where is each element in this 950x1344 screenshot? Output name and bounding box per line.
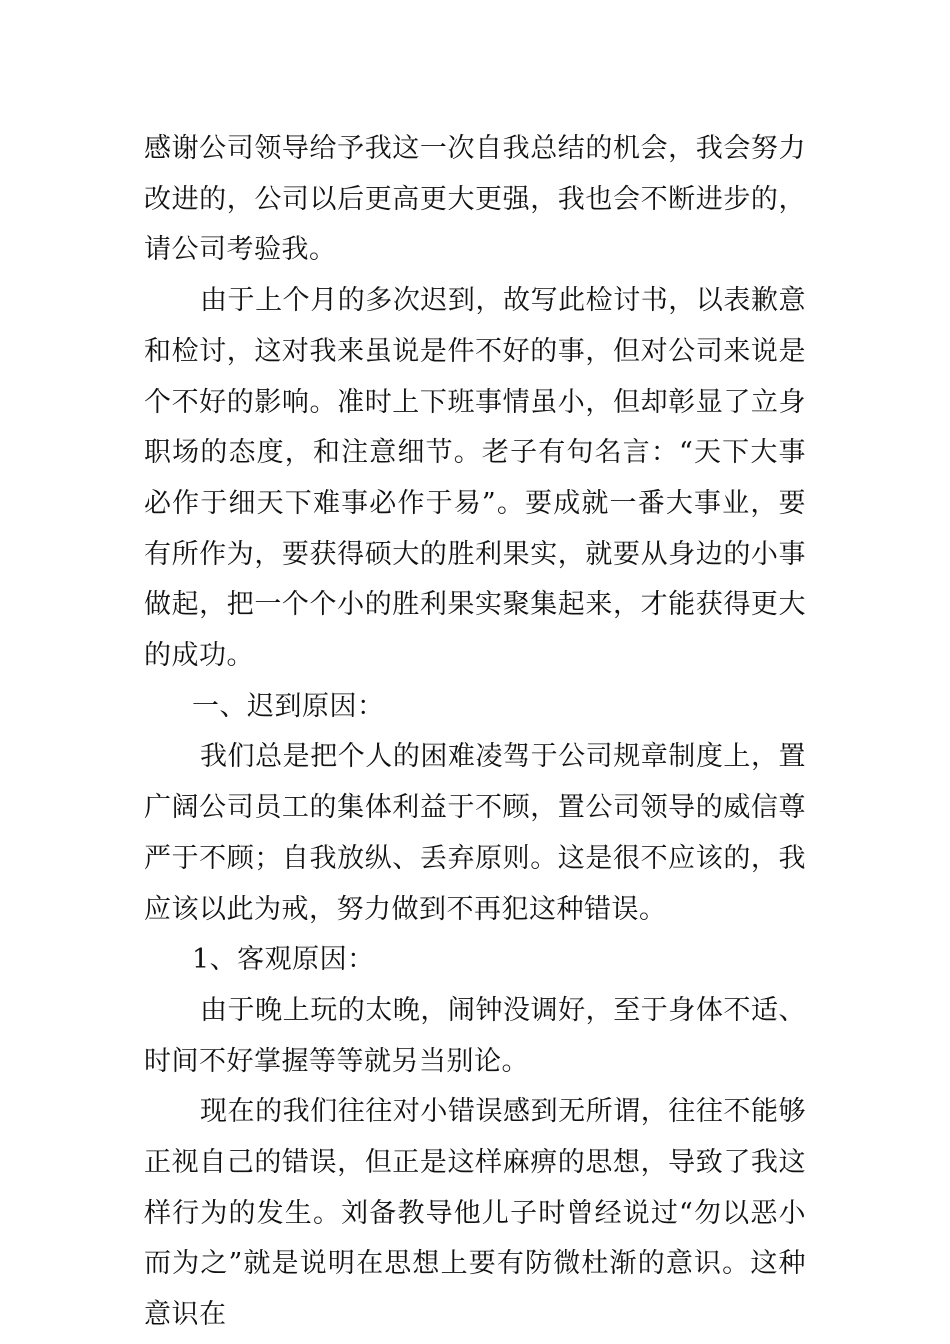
document-body	[144, 124, 806, 1341]
heading-objective-reasons: 1、客观原因：	[192, 944, 375, 976]
paragraph-thanks: 感谢公司领导给予我这一次自我总结的机会，我会努力改进的，公司以后更高更大更强，我也会不断进步的，请公司考验我。	[144, 133, 806, 266]
paragraph-small-mistakes: 现在的我们往往对小错误感到无所谓，往往不能够正视自己的错误，但正是这样麻痹的思想，导致了我这样行为的发生。刘备教导他儿子时曾经说过“勿以恶小而为之”就是说明在思想上要有防微杜渐的意识。这种意识在	[144, 1096, 806, 1331]
heading-late-reasons: 一、迟到原因：	[192, 690, 385, 722]
paragraph-reason-intro: 由于上个月的多次迟到，故写此检讨书，以表歉意和检讨，这对我来虽说是件不好的事，但对公司来说是个不好的影响。准时上下班事情虽小，但却彰显了立身职场的态度，和注意细节。老子有句名言：“天下大事必作于细天下难事必作于易”。要成就一番大事业，要有所作为，要获得硕大的胜利果实，就要从身边的小事做起，把一个个小的胜利果实聚集起来，才能获得更大的成功。	[144, 285, 806, 672]
paragraph-personal-difficulties: 我们总是把个人的困难凌驾于公司规章制度上，置广阔公司员工的集体利益于不顾，置公司领导的威信尊严于不顾；自我放纵、丢弃原则。这是很不应该的，我应该以此为戒，努力做到不再犯这种错误。	[144, 741, 806, 925]
paragraph-late-night: 由于晚上玩的太晚，闹钟没调好，至于身体不适、时间不好掌握等等就另当别论。	[144, 994, 806, 1077]
